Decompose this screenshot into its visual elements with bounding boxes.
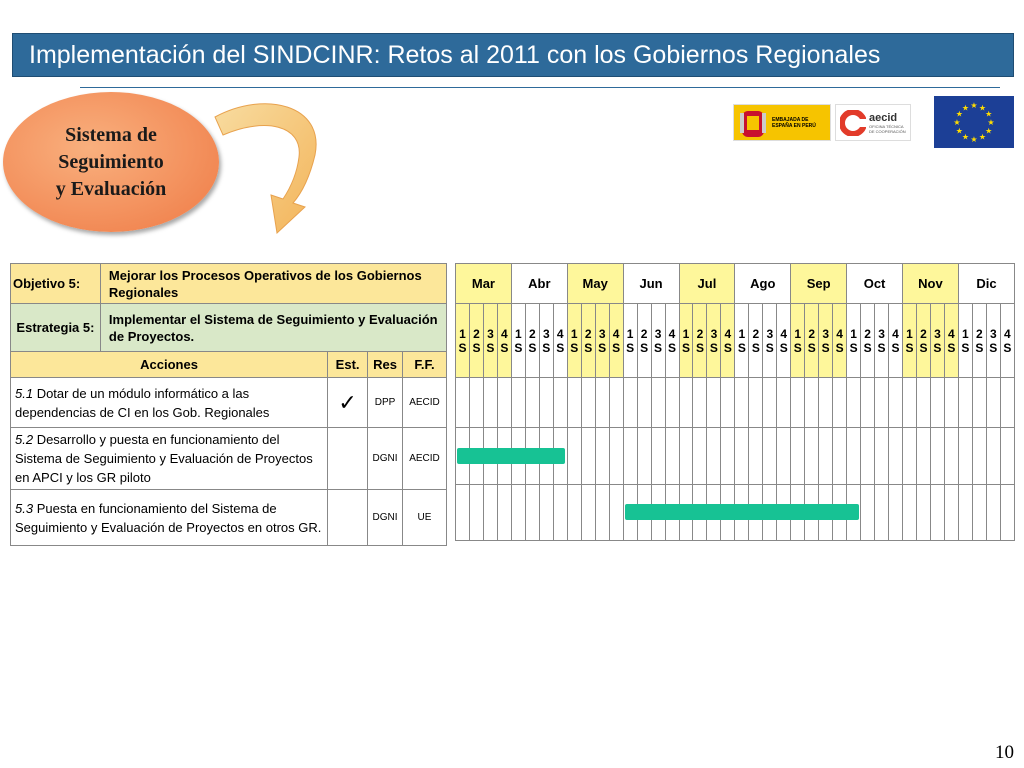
week-header <box>986 304 1000 378</box>
action-text: Desarrollo y puesta en funcionamiento del Sistema de Seguimiento y Evaluación de Proyectos en APCI y los GR piloto <box>15 432 313 485</box>
gantt-cell <box>469 485 483 541</box>
week-suffix: S <box>514 340 523 355</box>
week-header <box>1000 304 1014 378</box>
week-header <box>819 304 833 378</box>
gantt-cell <box>511 485 525 541</box>
week-number: 1 <box>738 326 746 341</box>
gantt-cell <box>665 378 679 428</box>
week-suffix: S <box>528 340 537 355</box>
gantt-cell <box>637 428 651 485</box>
gantt-cell <box>567 428 581 485</box>
week-suffix: S <box>612 340 621 355</box>
eu-star-icon: ★ <box>970 135 978 144</box>
gantt-cell <box>972 378 986 428</box>
week-header <box>930 304 944 378</box>
week-header <box>721 304 735 378</box>
gantt-cell <box>791 378 805 428</box>
week-suffix: S <box>709 340 718 355</box>
gantt-cell <box>693 428 707 485</box>
header-est: Est. <box>328 352 368 378</box>
oval-label: Sistema de Seguimiento y Evaluación <box>55 123 167 200</box>
gantt-cell <box>693 378 707 428</box>
week-suffix: S <box>821 340 830 355</box>
eu-star-icon: ★ <box>987 118 995 127</box>
week-number: 3 <box>822 326 830 341</box>
week-header <box>525 304 539 378</box>
actions-table <box>10 263 447 546</box>
week-number: 3 <box>598 326 606 341</box>
action-number: 5.1 <box>15 385 34 401</box>
gantt-cell <box>916 485 930 541</box>
gantt-cell <box>749 428 763 485</box>
gantt-cell <box>749 378 763 428</box>
week-number: 1 <box>962 326 969 341</box>
gantt-cell <box>1000 378 1014 428</box>
week-suffix: S <box>472 340 481 355</box>
status-check-icon: ✓ <box>328 378 368 428</box>
gantt-grid <box>455 263 1015 541</box>
gantt-cell <box>791 428 805 485</box>
gantt-cell <box>930 485 944 541</box>
gantt-cell <box>595 485 609 541</box>
gantt-cell <box>889 378 903 428</box>
week-suffix: S <box>458 340 467 355</box>
sponsor-logos <box>733 104 911 141</box>
week-number: 2 <box>808 326 816 341</box>
week-header <box>944 304 958 378</box>
gantt-cell <box>805 378 819 428</box>
gantt-cell <box>525 378 539 428</box>
gantt-cell <box>707 428 721 485</box>
week-header <box>665 304 679 378</box>
action-cell <box>11 490 328 546</box>
header-ff: F.F. <box>403 352 447 378</box>
table-row <box>11 378 447 428</box>
gantt-cell <box>944 378 958 428</box>
week-number: 1 <box>682 326 690 341</box>
week-header <box>791 304 805 378</box>
funding-cell: UE <box>403 490 447 546</box>
week-number: 3 <box>878 326 885 341</box>
week-number: 4 <box>668 326 676 341</box>
week-number: 4 <box>612 326 620 341</box>
month-header: Sep <box>791 264 847 304</box>
week-suffix: S <box>877 340 886 355</box>
aecid-logo <box>835 104 911 141</box>
funding-cell: AECID <box>403 428 447 490</box>
week-header <box>511 304 525 378</box>
week-number: 2 <box>752 326 760 341</box>
week-number: 4 <box>836 326 843 341</box>
month-header: Nov <box>903 264 959 304</box>
gantt-cell <box>456 378 470 428</box>
gantt-cell <box>609 378 623 428</box>
gantt-cell <box>861 378 875 428</box>
week-header <box>693 304 707 378</box>
gantt-cell <box>986 485 1000 541</box>
eu-flag-icon <box>934 96 1014 148</box>
week-header <box>651 304 665 378</box>
week-number: 4 <box>556 326 564 341</box>
week-header <box>735 304 749 378</box>
week-suffix: S <box>793 340 802 355</box>
gantt-cell <box>497 378 511 428</box>
month-header: Jun <box>623 264 679 304</box>
week-suffix: S <box>668 340 677 355</box>
gantt-cell <box>833 428 847 485</box>
week-header <box>903 304 917 378</box>
week-suffix: S <box>933 340 942 355</box>
eu-star-icon: ★ <box>970 101 978 110</box>
gantt-cell <box>511 378 525 428</box>
gantt-cell <box>819 378 833 428</box>
aecid-mark-icon <box>840 110 866 136</box>
gantt-cell <box>595 428 609 485</box>
week-number: 1 <box>459 326 466 341</box>
gantt-cell <box>861 485 875 541</box>
gantt-cell <box>972 428 986 485</box>
gantt-cell <box>805 428 819 485</box>
week-header <box>567 304 581 378</box>
gantt-cell <box>777 428 791 485</box>
responsible-cell: DGNI <box>368 490 403 546</box>
gantt-bar <box>625 504 859 520</box>
week-number: 2 <box>696 326 704 341</box>
week-header <box>637 304 651 378</box>
week-number: 3 <box>487 326 494 341</box>
gantt-cell <box>930 428 944 485</box>
gantt-cell <box>916 428 930 485</box>
week-number: 1 <box>794 326 802 341</box>
header-res: Res <box>368 352 403 378</box>
week-header <box>972 304 986 378</box>
week-number: 2 <box>528 326 536 341</box>
week-number: 4 <box>780 326 788 341</box>
gantt-cell <box>763 378 777 428</box>
week-number: 2 <box>640 326 648 341</box>
week-number: 3 <box>766 326 774 341</box>
action-number: 5.3 <box>15 500 34 516</box>
spain-logo-text: EMBAJADA DE ESPAÑA EN PERÚ <box>772 116 816 129</box>
week-suffix: S <box>654 340 663 355</box>
week-header <box>833 304 847 378</box>
gantt-cell <box>944 485 958 541</box>
week-suffix: S <box>947 340 956 355</box>
week-number: 3 <box>654 326 662 341</box>
month-header: Mar <box>456 264 512 304</box>
week-suffix: S <box>779 340 788 355</box>
gantt-cell <box>763 428 777 485</box>
spain-embassy-logo <box>733 104 831 141</box>
gantt-cell <box>903 485 917 541</box>
gantt-cell <box>581 485 595 541</box>
header-acciones: Acciones <box>11 352 328 378</box>
objective-text: Mejorar los Procesos Operativos de los Gobiernos Regionales <box>100 264 446 304</box>
week-header <box>861 304 875 378</box>
gantt-cell <box>567 485 581 541</box>
gantt-cell <box>986 378 1000 428</box>
week-suffix: S <box>570 340 579 355</box>
week-number: 2 <box>975 326 983 341</box>
week-header <box>623 304 637 378</box>
week-suffix: S <box>807 340 816 355</box>
gantt-cell <box>735 378 749 428</box>
aecid-subtitle: OFICINA TÉCNICA DE COOPERACIÓN <box>869 123 906 134</box>
week-suffix: S <box>723 340 732 355</box>
eu-star-icon: ★ <box>953 118 961 127</box>
week-suffix: S <box>765 340 774 355</box>
gantt-cell <box>483 485 497 541</box>
gantt-cell <box>469 378 483 428</box>
week-number: 4 <box>948 326 955 341</box>
week-suffix: S <box>849 340 858 355</box>
eu-star-icon: ★ <box>955 126 963 136</box>
curved-arrow-icon <box>205 95 325 235</box>
coat-of-arms-icon <box>738 107 768 139</box>
gantt-cell <box>637 378 651 428</box>
gantt-cell <box>735 428 749 485</box>
gantt-cell <box>623 378 637 428</box>
week-suffix: S <box>681 340 690 355</box>
week-number: 1 <box>515 326 522 341</box>
action-text: Puesta en funcionamiento del Sistema de Seguimiento y Evaluación de Proyectos en otros GR. <box>15 500 322 535</box>
gantt-cell <box>972 485 986 541</box>
week-suffix: S <box>556 340 565 355</box>
title-bar <box>12 33 1014 77</box>
week-number: 1 <box>626 326 634 341</box>
week-suffix: S <box>500 340 509 355</box>
gantt-cell <box>539 485 553 541</box>
gantt-cell <box>930 378 944 428</box>
week-header <box>889 304 903 378</box>
strategy-text: Implementar el Sistema de Seguimiento y Evaluación de Proyectos. <box>100 304 446 352</box>
week-number: 2 <box>473 326 480 341</box>
gantt-cell <box>497 485 511 541</box>
week-number: 4 <box>724 326 732 341</box>
gantt-cell <box>609 428 623 485</box>
gantt-cell <box>889 428 903 485</box>
gantt-cell <box>721 378 735 428</box>
week-suffix: S <box>486 340 495 355</box>
week-header <box>707 304 721 378</box>
week-suffix: S <box>737 340 746 355</box>
week-suffix: S <box>751 340 760 355</box>
month-header: Dic <box>958 264 1014 304</box>
week-number: 1 <box>570 326 578 341</box>
week-suffix: S <box>542 340 551 355</box>
objective-label: Objetivo 5: <box>11 264 101 304</box>
gantt-cell <box>707 378 721 428</box>
table-row <box>11 490 447 546</box>
page-title: Implementación del SINDCINR: Retos al 2011 con los Gobiernos Regionales <box>29 40 881 69</box>
gantt-bar <box>457 448 565 464</box>
gantt-cell <box>847 378 861 428</box>
responsible-cell: DPP <box>368 378 403 428</box>
gantt-cell <box>1000 485 1014 541</box>
eu-star-icon: ★ <box>978 132 987 142</box>
gantt-cell <box>539 378 553 428</box>
week-suffix: S <box>584 340 593 355</box>
week-suffix: S <box>891 340 900 355</box>
gantt-cell <box>679 428 693 485</box>
strategy-label: Estrategia 5: <box>11 304 101 352</box>
gantt-cell <box>944 428 958 485</box>
gantt-cell <box>819 428 833 485</box>
eu-star-icon: ★ <box>961 132 970 142</box>
action-cell <box>11 428 328 490</box>
month-header: Ago <box>735 264 791 304</box>
gantt-cell <box>958 378 972 428</box>
week-header <box>805 304 819 378</box>
week-header <box>456 304 470 378</box>
week-header <box>679 304 693 378</box>
month-header: Jul <box>679 264 735 304</box>
gantt-cell <box>777 378 791 428</box>
week-number: 2 <box>864 326 871 341</box>
table-row <box>11 428 447 490</box>
eu-star-icon: ★ <box>961 103 970 113</box>
gantt-cell <box>958 428 972 485</box>
week-number: 4 <box>1004 326 1011 341</box>
week-number: 2 <box>584 326 592 341</box>
action-text: Dotar de un módulo informático a las dependencias de CI en los Gob. Regionales <box>15 385 270 420</box>
week-suffix: S <box>863 340 872 355</box>
aecid-name: aecid <box>869 111 898 124</box>
week-header <box>609 304 623 378</box>
eu-star-icon: ★ <box>985 126 993 136</box>
gantt-cell <box>903 428 917 485</box>
eu-star-icon: ★ <box>985 109 993 119</box>
gantt-cell <box>609 485 623 541</box>
gantt-cell <box>1000 428 1014 485</box>
gantt-cell <box>903 378 917 428</box>
gantt-cell <box>665 428 679 485</box>
week-header <box>847 304 861 378</box>
gantt-cell <box>916 378 930 428</box>
week-header <box>595 304 609 378</box>
title-divider <box>80 87 1000 88</box>
month-header: Abr <box>511 264 567 304</box>
gantt-cell <box>721 428 735 485</box>
week-number: 4 <box>501 326 508 341</box>
funding-cell: AECID <box>403 378 447 428</box>
week-header <box>749 304 763 378</box>
gantt-cell <box>875 378 889 428</box>
week-suffix: S <box>905 340 914 355</box>
week-header <box>777 304 791 378</box>
week-header <box>581 304 595 378</box>
responsible-cell: DGNI <box>368 428 403 490</box>
gantt-cell <box>875 428 889 485</box>
week-suffix: S <box>640 340 649 355</box>
gantt-cell <box>889 485 903 541</box>
gantt-cell <box>595 378 609 428</box>
week-header <box>875 304 889 378</box>
month-header: Oct <box>847 264 903 304</box>
gantt-cell <box>581 428 595 485</box>
month-header: May <box>567 264 623 304</box>
section-oval <box>3 92 219 232</box>
action-number: 5.2 <box>15 432 34 447</box>
gantt-cell <box>553 378 567 428</box>
eu-star-icon: ★ <box>978 103 987 113</box>
week-suffix: S <box>989 340 998 355</box>
gantt-cell <box>525 485 539 541</box>
week-suffix: S <box>626 340 635 355</box>
week-header <box>958 304 972 378</box>
week-suffix: S <box>975 340 984 355</box>
week-header <box>763 304 777 378</box>
gantt-cell <box>679 378 693 428</box>
gantt-cell <box>651 378 665 428</box>
week-suffix: S <box>1003 340 1012 355</box>
gantt-cell <box>456 485 470 541</box>
gantt-cell <box>986 428 1000 485</box>
week-suffix: S <box>598 340 607 355</box>
week-number: 4 <box>892 326 899 341</box>
gantt-cell <box>958 485 972 541</box>
gantt-cell <box>833 378 847 428</box>
gantt-cell <box>651 428 665 485</box>
week-header <box>916 304 930 378</box>
week-header <box>497 304 511 378</box>
gantt-cell <box>875 485 889 541</box>
week-header <box>539 304 553 378</box>
status-cell <box>328 428 368 490</box>
gantt-cell <box>567 378 581 428</box>
week-header <box>469 304 483 378</box>
week-number: 3 <box>710 326 718 341</box>
week-number: 3 <box>934 326 941 341</box>
status-cell <box>328 490 368 546</box>
week-suffix: S <box>961 340 970 355</box>
page-number: 10 <box>995 742 1014 763</box>
week-number: 1 <box>906 326 913 341</box>
week-header <box>553 304 567 378</box>
week-number: 3 <box>989 326 997 341</box>
week-suffix: S <box>919 340 928 355</box>
eu-star-icon: ★ <box>955 109 963 119</box>
week-number: 3 <box>542 326 550 341</box>
week-suffix: S <box>835 340 844 355</box>
gantt-cell <box>623 428 637 485</box>
week-header <box>483 304 497 378</box>
gantt-cell <box>581 378 595 428</box>
gantt-cell <box>483 378 497 428</box>
week-number: 1 <box>850 326 857 341</box>
gantt-cell <box>861 428 875 485</box>
gantt-cell <box>553 485 567 541</box>
action-cell <box>11 378 328 428</box>
week-number: 2 <box>920 326 927 341</box>
week-suffix: S <box>695 340 704 355</box>
gantt-cell <box>847 428 861 485</box>
